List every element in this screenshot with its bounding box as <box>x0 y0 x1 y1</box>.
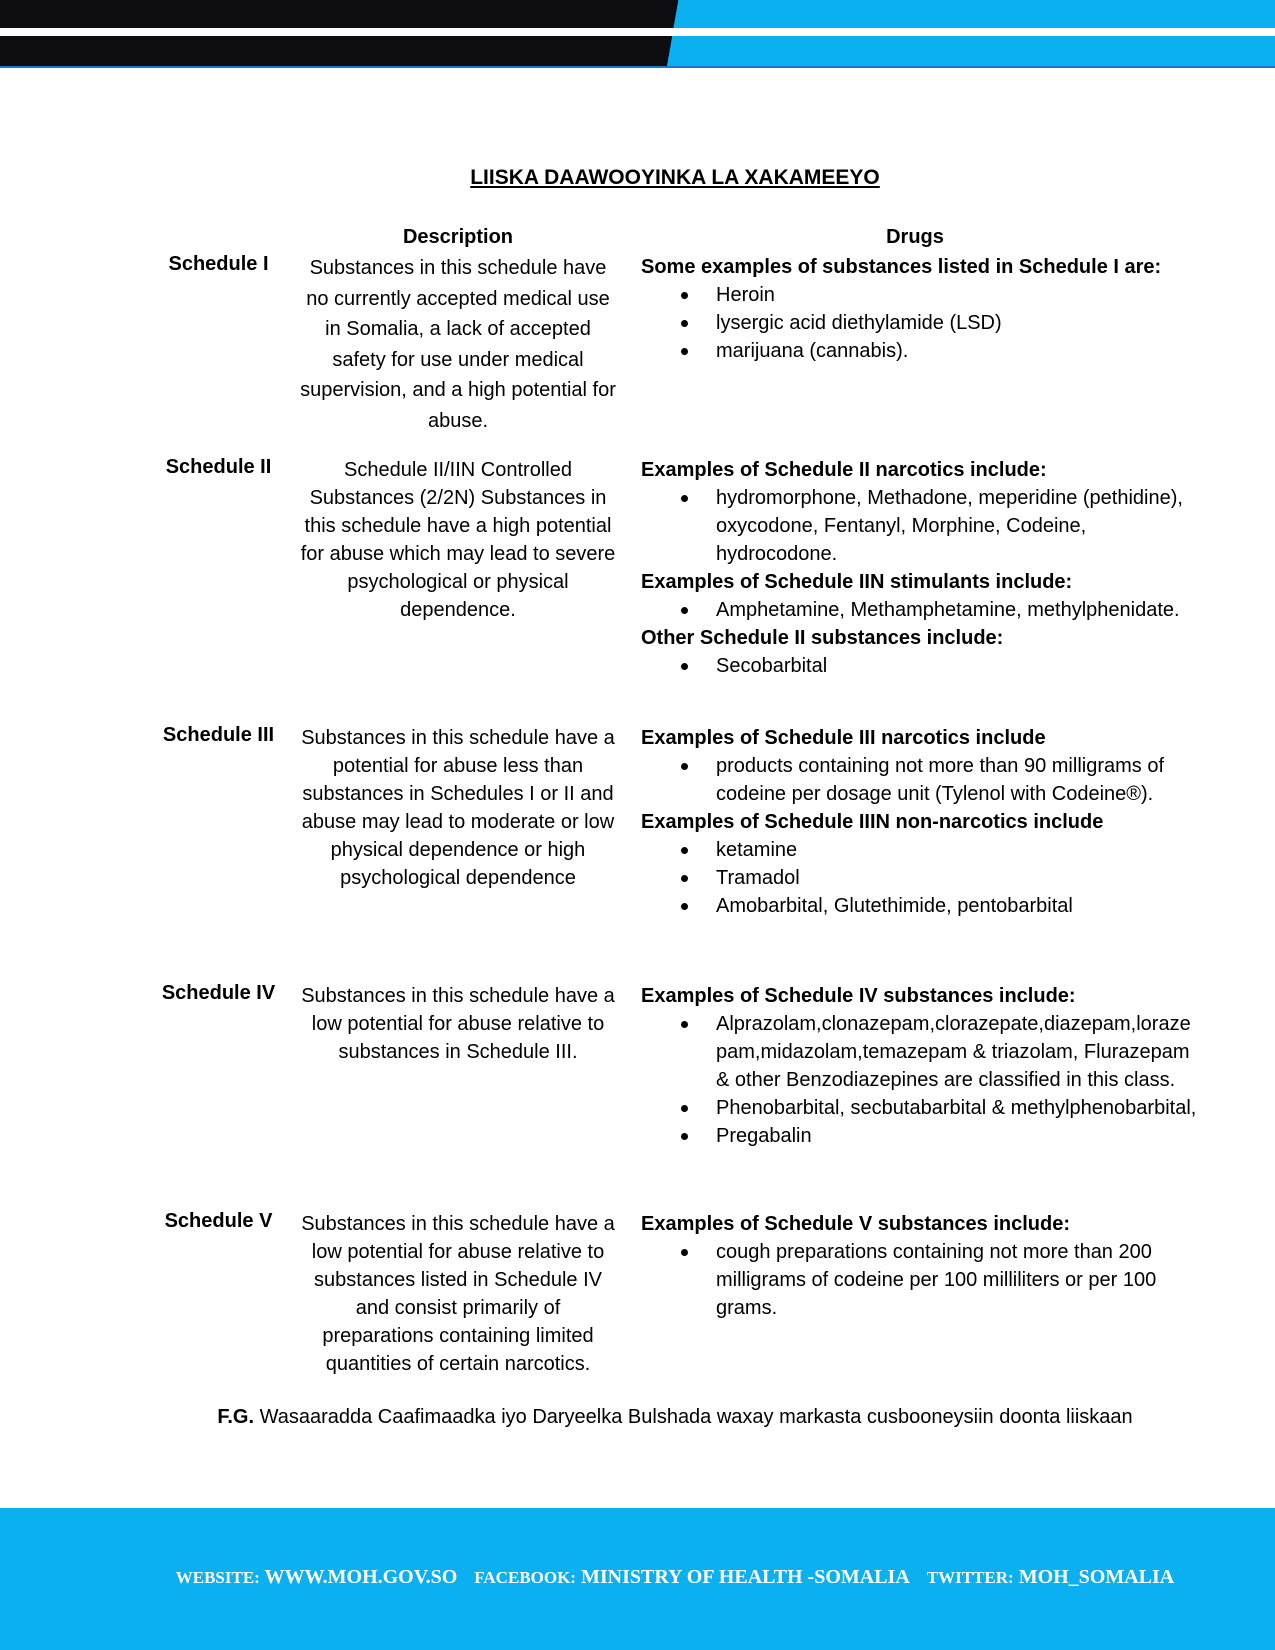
schedule-name: Schedule IV <box>161 982 276 1004</box>
drug-group-heading: Examples of Schedule IV substances include: <box>641 985 1076 1007</box>
drug-item: cough preparations containing not more than 200 milligrams of codeine per 100 milliliters or per 100 grams. <box>641 1238 1201 1322</box>
drug-group-heading: Other Schedule II substances include: <box>641 627 1004 649</box>
footer-contacts <box>0 1566 1275 1589</box>
website-link[interactable]: WWW.MOH.GOV.SO <box>264 1566 458 1588</box>
drugs-column-header: Drugs <box>886 226 944 248</box>
drug-group-heading: Examples of Schedule III narcotics include <box>641 727 1046 749</box>
twitter-link[interactable]: MOH_SOMALIA <box>1018 1566 1175 1588</box>
drug-item: Tramadol <box>641 864 1201 892</box>
drug-group-heading: Examples of Schedule IIIN non-narcotics include <box>641 811 1104 833</box>
drug-list <box>641 982 1201 1150</box>
drug-list <box>641 724 1201 920</box>
footer-bar <box>0 1508 1275 1650</box>
drug-list <box>641 456 1201 680</box>
drug-group-heading: Examples of Schedule II narcotics include: <box>641 459 1047 481</box>
top-banner <box>0 0 1275 68</box>
drug-item: Amobarbital, Glutethimide, pentobarbital <box>641 892 1201 920</box>
drug-group-heading: Some examples of substances listed in Schedule I are: <box>641 256 1162 278</box>
banner-rule <box>0 66 1275 68</box>
schedule-description: Substances in this schedule have a low potential for abuse relative to substances in Schedule III. <box>301 985 615 1063</box>
drug-group-heading: Examples of Schedule IIN stimulants include: <box>641 571 1073 593</box>
schedule-name: Schedule I <box>168 253 269 275</box>
schedule-name: Schedule III <box>162 724 275 746</box>
schedule-description: Substances in this schedule have a potential for abuse less than substances in Schedules I or II and abuse may lead to moderate or low physical dependence or high psychological dependence <box>301 727 615 889</box>
drug-list <box>641 253 1201 365</box>
banner-stripe-bottom <box>0 36 1275 67</box>
drug-list <box>641 1210 1201 1322</box>
drug-item: Secobarbital <box>641 652 1201 680</box>
schedule-description: Schedule II/IIN Controlled Substances (2/2N) Substances in this schedule have a high potential for abuse which may lead to severe psychological or physical dependence. <box>300 459 616 621</box>
page-title: LIISKA DAAWOOYINKA LA XAKAMEEYO <box>470 166 880 189</box>
facebook-label: FACEBOOK: <box>474 1568 576 1587</box>
drug-item: products containing not more than 90 milligrams of codeine per dosage unit (Tylenol with Codeine®). <box>641 752 1201 808</box>
drug-group-heading: Examples of Schedule V substances include: <box>641 1213 1071 1235</box>
drug-item: Alprazolam,clonazepam,clorazepate,diazepam,lorazepam,midazolam,temazepam & triazolam, Flurazepam & other Benzodiazepines are classified in this class. <box>641 1010 1201 1094</box>
drug-item: hydromorphone, Methadone, meperidine (pethidine), oxycodone, Fentanyl, Morphine, Codeine, hydrocodone. <box>641 484 1201 568</box>
twitter-label: TWITTER: <box>926 1568 1014 1587</box>
footnote <box>0 1406 1275 1429</box>
drug-item: lysergic acid diethylamide (LSD) <box>641 309 1201 337</box>
description-column-header: Description <box>402 226 514 248</box>
footnote-text: Wasaaradda Caafimaadka iyo Daryeelka Bulshada waxay markasta cusbooneysiin doonta liiskaan <box>259 1406 1133 1428</box>
drug-item: Heroin <box>641 281 1201 309</box>
drug-item: marijuana (cannabis). <box>641 337 1201 365</box>
schedule-name: Schedule V <box>164 1210 273 1232</box>
drug-item: Phenobarbital, secbutabarbital & methylphenobarbital, <box>641 1094 1201 1122</box>
schedule-description: Substances in this schedule have no currently accepted medical use in Somalia, a lack of accepted safety for use under medical supervision, and a high potential for abuse. <box>300 257 616 432</box>
drug-item: ketamine <box>641 836 1201 864</box>
footnote-prefix: F.G. <box>217 1406 255 1428</box>
schedule-name: Schedule II <box>165 456 272 478</box>
banner-stripe-top <box>0 0 1275 28</box>
drug-item: Amphetamine, Methamphetamine, methylphenidate. <box>641 596 1201 624</box>
drug-item: Pregabalin <box>641 1122 1201 1150</box>
website-label: WEBSITE: <box>175 1568 260 1587</box>
schedule-description: Substances in this schedule have a low potential for abuse relative to substances listed in Schedule IV and consist primarily of preparations containing limited quantities of certain narcotics. <box>301 1213 615 1375</box>
facebook-link[interactable]: MINISTRY OF HEALTH -SOMALIA <box>580 1566 910 1588</box>
